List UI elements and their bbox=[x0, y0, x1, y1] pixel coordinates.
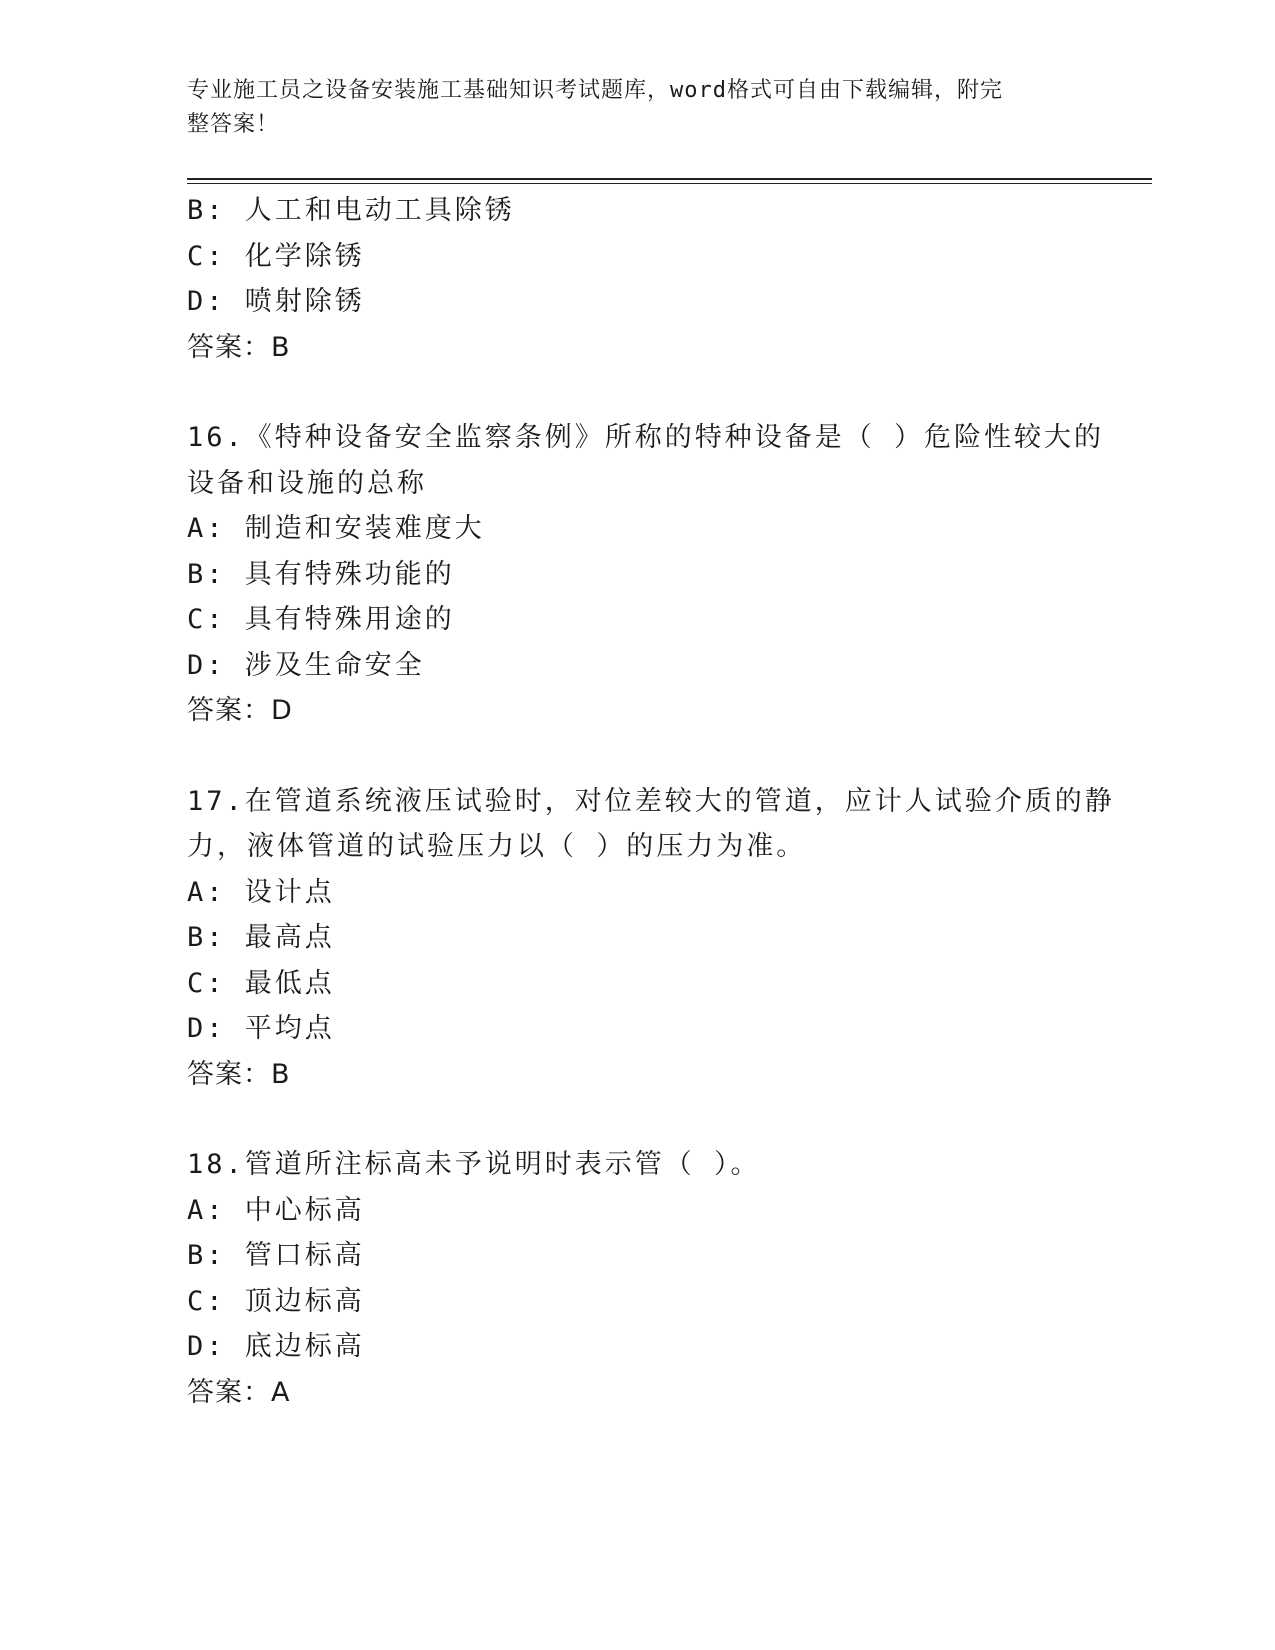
question-stem-line: 力，液体管道的试验压力以（ ）的压力为准。 bbox=[187, 831, 807, 862]
option-b: B: 人工和电动工具除锈 bbox=[187, 195, 515, 226]
carryover-question bbox=[187, 188, 1087, 370]
question-16 bbox=[187, 415, 1105, 734]
header-divider-thin bbox=[187, 183, 1152, 184]
question-stem-line: 设备和设施的总称 bbox=[187, 467, 427, 499]
option-b: B: 管口标高 bbox=[187, 1240, 365, 1271]
question-17 bbox=[187, 779, 1115, 1098]
option-c: C: 顶边标高 bbox=[187, 1285, 365, 1317]
option-d: D: 平均点 bbox=[187, 1013, 335, 1044]
option-a: A: 制造和安装难度大 bbox=[187, 513, 485, 544]
option-a: A: 设计点 bbox=[187, 876, 335, 908]
question-stem-line: 18.管道所注标高未予说明时表示管（ ）。 bbox=[187, 1149, 761, 1180]
option-b: B: 最高点 bbox=[187, 922, 335, 953]
question-18 bbox=[187, 1142, 1087, 1415]
document-header bbox=[187, 74, 1067, 142]
question-stem-line: 17.在管道系统液压试验时，对位差较大的管道，应计人试验介质的静 bbox=[187, 785, 1115, 817]
header-divider-thick bbox=[187, 178, 1152, 180]
option-d: D: 底边标高 bbox=[187, 1331, 365, 1362]
option-d: D: 喷射除锈 bbox=[187, 286, 365, 317]
option-c: C: 化学除锈 bbox=[187, 240, 365, 272]
answer-line: 答案：A bbox=[187, 1376, 291, 1408]
answer-line: 答案：D bbox=[187, 695, 293, 726]
header-line-2: 整答案！ bbox=[187, 112, 280, 137]
option-b: B: 具有特殊功能的 bbox=[187, 558, 455, 590]
option-a: A: 中心标高 bbox=[187, 1194, 365, 1226]
answer-line: 答案：B bbox=[187, 1058, 291, 1090]
header-line-1: 专业施工员之设备安装施工基础知识考试题库，word格式可自由下载编辑，附完 bbox=[187, 78, 1003, 103]
question-stem-line: 16.《特种设备安全监察条例》所称的特种设备是（ ）危险性较大的 bbox=[187, 422, 1105, 453]
option-c: C: 具有特殊用途的 bbox=[187, 604, 455, 635]
option-d: D: 涉及生命安全 bbox=[187, 649, 425, 681]
document-body bbox=[187, 188, 1115, 1415]
answer-line: 答案：B bbox=[187, 331, 291, 363]
option-c: C: 最低点 bbox=[187, 967, 335, 999]
